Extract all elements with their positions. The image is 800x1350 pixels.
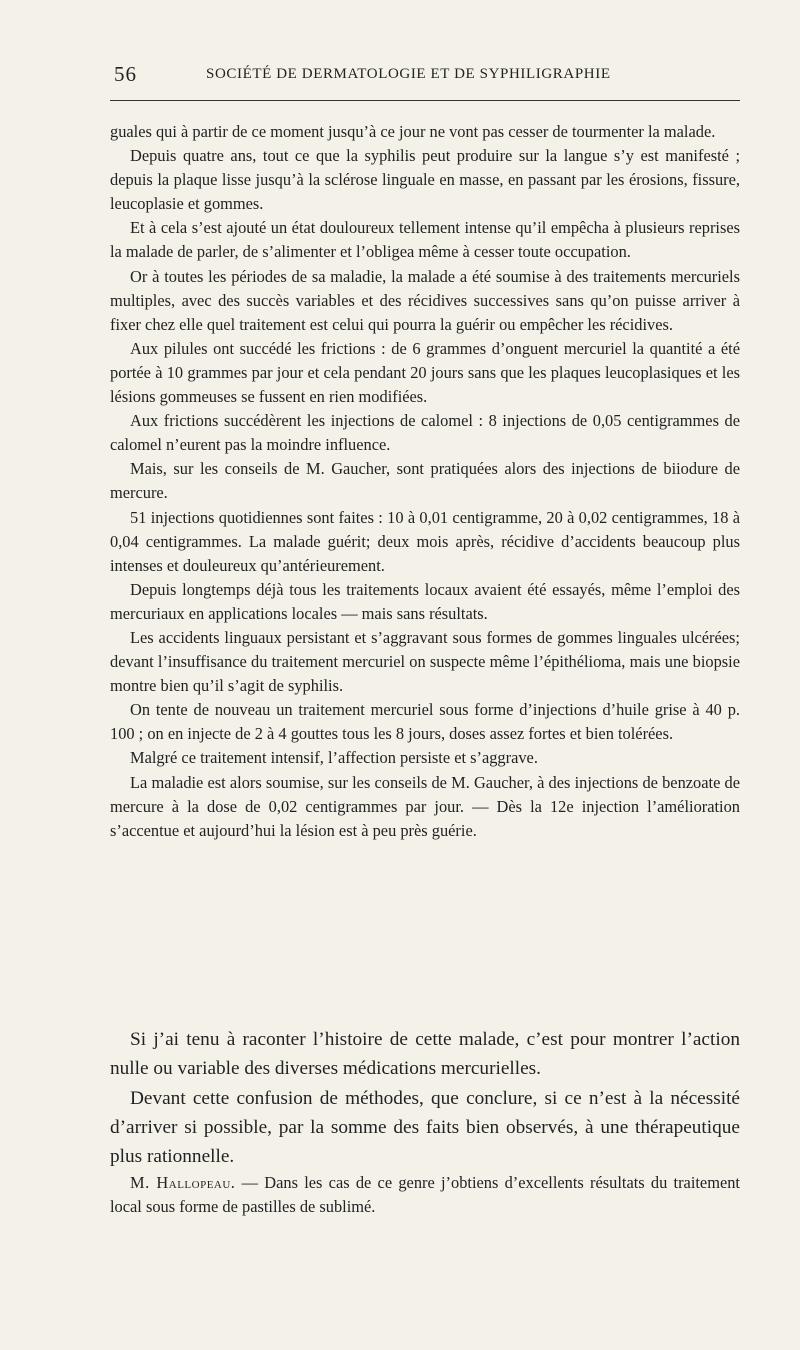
paragraph: La maladie est alors soumise, sur les conseils de M. Gaucher, à des injections de benzoate de mercure à la dose de 0,02 centigrammes par jour. — Dès la 12e injection l’amélioration s’accentue et aujourd’hui la lésion est à peu près guérie. [110, 772, 740, 840]
paragraph: Et à cela s’est ajouté un état douloureux tellement intense qu’il empêcha à plusieurs reprises la malade de parler, de s’alimenter et l’obligea même à cesser toute occupation. [110, 218, 740, 262]
paragraph: 51 injections quotidiennes sont faites : 10 à 0,01 centigramme, 20 à 0,02 centigrammes, 18 à 0,04 centigrammes. La malade guérit; deux mois après, récidive d’accidents beaucoup plus intenses et douleureux qu’antérieurement. [110, 507, 740, 575]
paragraph: Malgré ce traitement intensif, l’affection persiste et s’aggrave. [130, 748, 538, 768]
conclusion-paragraph: Si j’ai tenu à raconter l’histoire de cette malade, c’est pour montrer l’action nulle ou variable des diverses médications mercurielles. [110, 1029, 740, 1080]
paragraph: Or à toutes les périodes de sa maladie, la malade a été soumise à des traitements mercuriels multiples, avec des succès variables et des récidives successives sans qu’on puisse arriver à fixer chez elle quel traitement est celui qui pourra la guérir ou empêcher les récidives. [110, 266, 740, 334]
page-header [108, 60, 740, 92]
remark-speaker: M. Hallopeau. [130, 1173, 236, 1192]
paragraph: Mais, sur les conseils de M. Gaucher, sont pratiquées alors des injections de biiodure de mercure. [110, 459, 740, 503]
paragraph: Depuis quatre ans, tout ce que la syphilis peut produire sur la langue s’y est manifesté ; depuis la plaque lisse jusqu’à la sclérose linguale en masse, en passant par les érosions, fissure, leucoplasie et gommes. [110, 146, 740, 214]
header-rule [110, 100, 740, 101]
body-text [110, 120, 740, 843]
running-head: SOCIÉTÉ DE DERMATOLOGIE ET DE SYPHILIGRAPHIE [206, 66, 611, 82]
paragraph: Aux pilules ont succédé les frictions : de 6 grammes d’onguent mercuriel la quantité a été portée à 10 grammes par jour et cela pendant 20 jours sans que les plaques leucoplasiques et les lésions gommeuses se fussent en rien modifiées. [110, 338, 740, 407]
page-number: 56 [114, 62, 137, 86]
paragraph: Aux frictions succédèrent les injections de calomel : 8 injections de 0,05 centigrammes de calomel n’eurent pas la moindre influence. [110, 411, 740, 455]
conclusion [110, 1025, 740, 1171]
remark [110, 1171, 740, 1219]
conclusion-paragraph: Devant cette confusion de méthodes, que conclure, si ce n’est à la nécessité d’arriver si possible, par la somme des faits bien observés, à une thérapeutique plus rationnelle. [110, 1087, 740, 1168]
paragraph: guales qui à partir de ce moment jusqu’à ce jour ne vont pas cesser de tourmenter la malade. [110, 122, 716, 141]
paragraph: Les accidents linguaux persistant et s’aggravant sous formes de gommes linguales ulcérées; devant l’insuffisance du traitement mercuriel on suspecte même l’épithélioma, mais une biopsie montre bien qu’il s’agit de syphilis. [110, 627, 740, 696]
paragraph: Depuis longtemps déjà tous les traitements locaux avaient été essayés, même l’emploi des mercuriaux en applications locales — mais sans résultats. [110, 579, 740, 623]
remark-text: — Dans les cas de ce genre j’obtiens d’excellents résultats du traitement local sous forme de pastilles de sublimé. [110, 1173, 740, 1216]
paragraph: On tente de nouveau un traitement mercuriel sous forme d’injections d’huile grise à 40 p. 100 ; on en injecte de 2 à 4 gouttes tous les 8 jours, doses assez fortes et bien tolérées. [110, 700, 740, 744]
remark-paragraph [110, 1171, 740, 1219]
